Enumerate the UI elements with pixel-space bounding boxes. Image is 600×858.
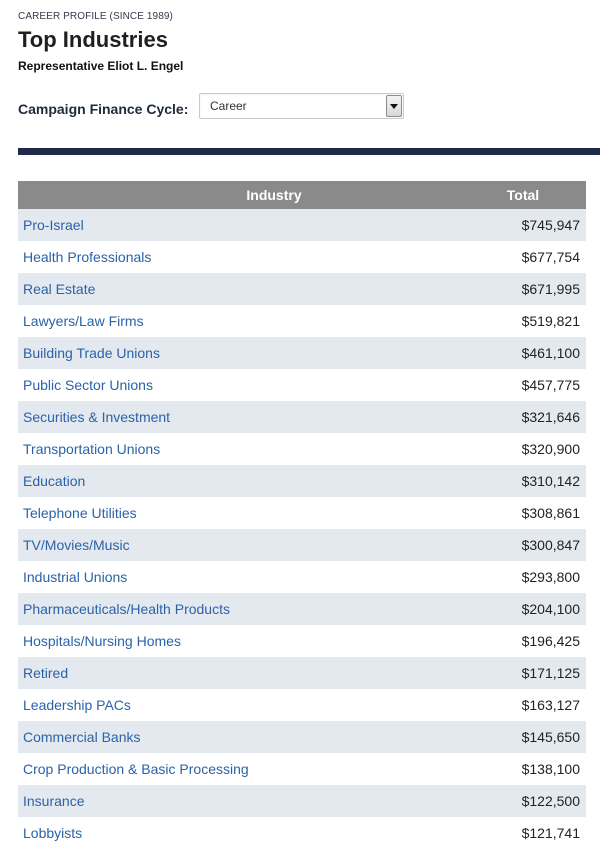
table-row (18, 273, 586, 305)
profile-kicker: CAREER PROFILE (SINCE 1989) (18, 11, 173, 22)
industry-link[interactable]: Commercial Banks (18, 721, 460, 753)
representative-name: Representative Eliot L. Engel (18, 59, 184, 73)
industry-total: $308,861 (460, 497, 586, 529)
industry-total: $671,995 (460, 273, 586, 305)
industry-link[interactable]: Pro-Israel (18, 209, 460, 241)
industry-total: $293,800 (460, 561, 586, 593)
table-row (18, 465, 586, 497)
industry-total: $300,847 (460, 529, 586, 561)
column-header-total: Total (460, 181, 586, 209)
industry-link[interactable]: Hospitals/Nursing Homes (18, 625, 460, 657)
industry-link[interactable]: Leadership PACs (18, 689, 460, 721)
table-header-row (18, 181, 586, 209)
industry-total: $457,775 (460, 369, 586, 401)
table-row (18, 433, 586, 465)
table-row (18, 209, 586, 241)
table-row (18, 241, 586, 273)
industry-total: $519,821 (460, 305, 586, 337)
page-title: Top Industries (18, 27, 168, 52)
chevron-down-icon (390, 104, 398, 109)
industry-total: $121,741 (460, 817, 586, 849)
industry-total: $145,650 (460, 721, 586, 753)
column-header-industry: Industry (18, 181, 460, 209)
industry-total: $171,125 (460, 657, 586, 689)
table-row (18, 689, 586, 721)
industry-total: $745,947 (460, 209, 586, 241)
industry-link[interactable]: Insurance (18, 785, 460, 817)
industry-link[interactable]: Retired (18, 657, 460, 689)
industry-total: $138,100 (460, 753, 586, 785)
table-row (18, 625, 586, 657)
table-row (18, 529, 586, 561)
industry-link[interactable]: TV/Movies/Music (18, 529, 460, 561)
section-divider (18, 148, 600, 155)
industry-link[interactable]: Health Professionals (18, 241, 460, 273)
cycle-label: Campaign Finance Cycle: (18, 101, 189, 117)
industry-link[interactable]: Public Sector Unions (18, 369, 460, 401)
industry-link[interactable]: Telephone Utilities (18, 497, 460, 529)
industry-link[interactable]: Lobbyists (18, 817, 460, 849)
industries-table (18, 181, 586, 849)
industry-total: $122,500 (460, 785, 586, 817)
industry-total: $320,900 (460, 433, 586, 465)
industry-link[interactable]: Education (18, 465, 460, 497)
cycle-selected-value: Career (210, 99, 247, 113)
industry-total: $196,425 (460, 625, 586, 657)
industry-link[interactable]: Crop Production & Basic Processing (18, 753, 460, 785)
industry-link[interactable]: Real Estate (18, 273, 460, 305)
table-row (18, 721, 586, 753)
table-row (18, 369, 586, 401)
industry-link[interactable]: Lawyers/Law Firms (18, 305, 460, 337)
table-row (18, 593, 586, 625)
dropdown-button[interactable] (386, 95, 402, 117)
table-row (18, 817, 586, 849)
table-row (18, 785, 586, 817)
industry-total: $204,100 (460, 593, 586, 625)
table-row (18, 561, 586, 593)
cycle-select[interactable] (199, 93, 404, 119)
industry-link[interactable]: Building Trade Unions (18, 337, 460, 369)
industry-total: $310,142 (460, 465, 586, 497)
industry-total: $163,127 (460, 689, 586, 721)
table-row (18, 753, 586, 785)
industry-link[interactable]: Securities & Investment (18, 401, 460, 433)
table-row (18, 305, 586, 337)
industry-link[interactable]: Pharmaceuticals/Health Products (18, 593, 460, 625)
industry-total: $321,646 (460, 401, 586, 433)
industry-total: $677,754 (460, 241, 586, 273)
table-row (18, 401, 586, 433)
industry-link[interactable]: Industrial Unions (18, 561, 460, 593)
industry-total: $461,100 (460, 337, 586, 369)
table-row (18, 657, 586, 689)
table-row (18, 337, 586, 369)
table-row (18, 497, 586, 529)
industry-link[interactable]: Transportation Unions (18, 433, 460, 465)
